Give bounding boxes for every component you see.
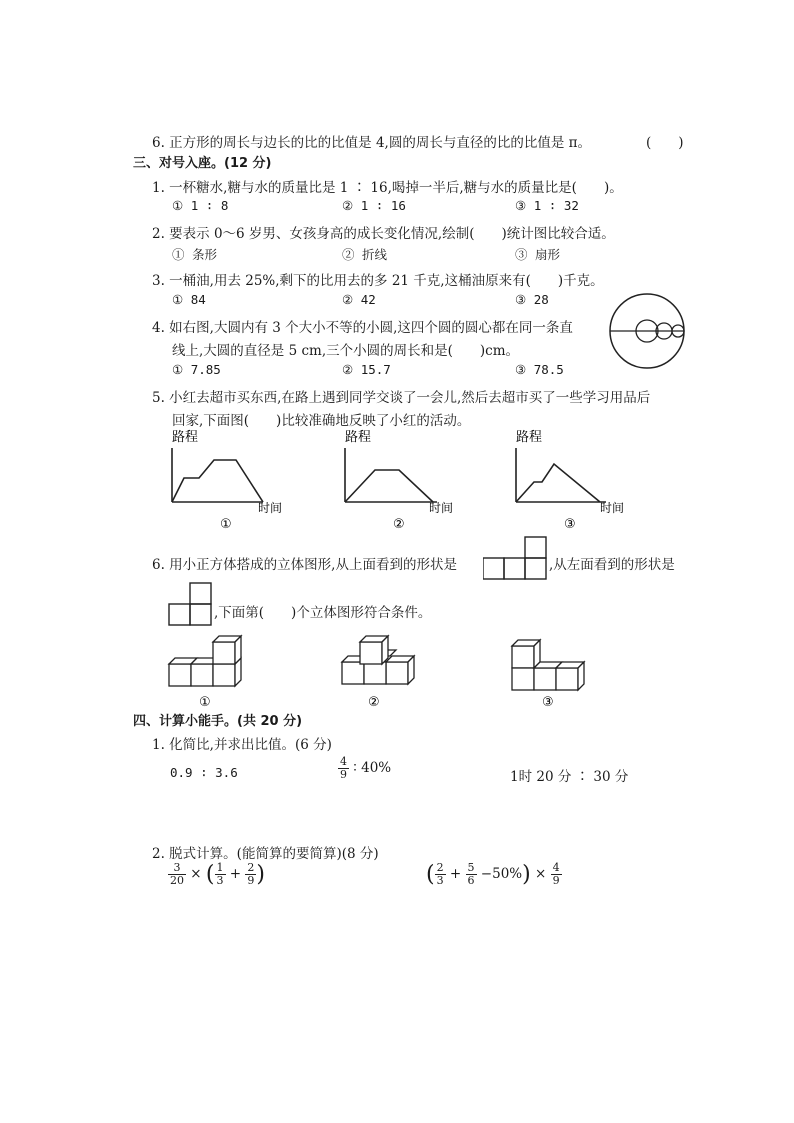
distance-time-graph-3[interactable] [510, 426, 634, 536]
ratio-a: 0.9 ∶ 3.6 [170, 765, 238, 780]
graph-label-1: ① [220, 517, 232, 532]
q3-option-2[interactable]: ② 42 [342, 292, 376, 307]
calc-q1-stem: 1. 化简比,并求出比值。(6 分) [152, 737, 332, 753]
q1-option-1[interactable]: ① 1 ∶ 8 [172, 198, 229, 213]
judge-item-6: 6. 正方形的周长与边长的比的比值是 4,圆的周长与直径的比的比值是 π。 [152, 135, 592, 151]
solid-label-2: ② [368, 695, 380, 710]
q5-stem-line1: 5. 小红去超市买东西,在路上遇到同学交谈了一会儿,然后去超市买了一些学习用品后 [152, 390, 651, 406]
q3-stem: 3. 一桶油,用去 25%,剩下的比用去的多 21 千克,这桶油原来有( )千克。 [152, 273, 604, 289]
graph-xlabel: 时间 [258, 501, 283, 515]
left-view-shape [168, 582, 214, 628]
q1-option-2[interactable]: ② 1 ∶ 16 [342, 198, 406, 213]
q3-option-1[interactable]: ① 84 [172, 292, 206, 307]
graph-ylabel: 路程 [516, 430, 543, 445]
q3-option-3[interactable]: ③ 28 [515, 292, 549, 307]
q4-option-2[interactable]: ② 15.7 [342, 362, 391, 377]
q2-option-2[interactable]: ② 折线 [342, 247, 388, 262]
q6-stem-b: ,从左面看到的形状是 [549, 557, 675, 573]
expression-1: $\frac{3}{20}$ × ( $\frac{1}{3}$ + $\frac{2}{9}$ ) [170, 861, 265, 887]
graph-label-2: ② [393, 517, 405, 532]
distance-time-graph-2[interactable] [339, 426, 463, 536]
solid-label-1: ① [199, 695, 211, 710]
q1-option-3[interactable]: ③ 1 ∶ 32 [515, 198, 579, 213]
section-4-title: 四、计算小能手。(共 20 分) [133, 714, 303, 729]
q4-stem-line1: 4. 如右图,大圆内有 3 个大小不等的小圆,这四个圆的圆心都在同一条直 [152, 320, 573, 336]
expression-2: ( $\frac{2}{3}$ + $\frac{5}{6}$ −50%) × $\frac{4}{9}$ [426, 861, 560, 887]
graph-label-3: ③ [564, 517, 576, 532]
graph-xlabel: 时间 [429, 501, 454, 515]
q6-stem-c: ,下面第( )个立体图形符合条件。 [214, 605, 432, 621]
q2-stem: 2. 要表示 0～6 岁男、女孩身高的成长变化情况,绘制( )统计图比较合适。 [152, 226, 615, 242]
cube-solid-1[interactable] [165, 632, 245, 710]
ratio-c: 1时 20 分 ∶ 30 分 [510, 769, 629, 785]
ratio-b: $\frac{4}{9}$ ∶ 40% [340, 755, 392, 781]
fraction: $\frac{4}{9}$ [340, 755, 347, 781]
cube-solid-3[interactable] [508, 632, 594, 710]
q2-option-3[interactable]: ③ 扇形 [515, 247, 561, 262]
q2-option-1[interactable]: ① 条形 [172, 247, 218, 262]
top-view-shape [483, 536, 549, 580]
q5-stem-line2: 回家,下面图( )比较准确地反映了小红的活动。 [172, 413, 471, 429]
q1-stem: 1. 一杯糖水,糖与水的质量比是 1 ∶ 16,喝掉一半后,糖与水的质量比是( )。 [152, 180, 623, 196]
q6-stem-a: 6. 用小正方体搭成的立体图形,从上面看到的形状是 [152, 557, 457, 573]
calc-q2-stem: 2. 脱式计算。(能简算的要简算)(8 分) [152, 846, 379, 862]
cube-solid-2[interactable] [338, 632, 418, 710]
circles-figure [604, 292, 690, 370]
q4-option-1[interactable]: ① 7.85 [172, 362, 221, 377]
distance-time-graph-1[interactable] [166, 426, 290, 536]
q4-stem-line2: 线上,大圆的直径是 5 cm,三个小圆的周长和是( )cm。 [172, 343, 520, 359]
answer-paren[interactable]: ( ) [646, 135, 684, 151]
graph-ylabel: 路程 [345, 430, 372, 445]
q4-option-3[interactable]: ③ 78.5 [515, 362, 564, 377]
graph-ylabel: 路程 [172, 430, 199, 445]
graph-xlabel: 时间 [600, 501, 625, 515]
section-3-title: 三、对号入座。(12 分) [133, 156, 272, 171]
solid-label-3: ③ [542, 695, 554, 710]
